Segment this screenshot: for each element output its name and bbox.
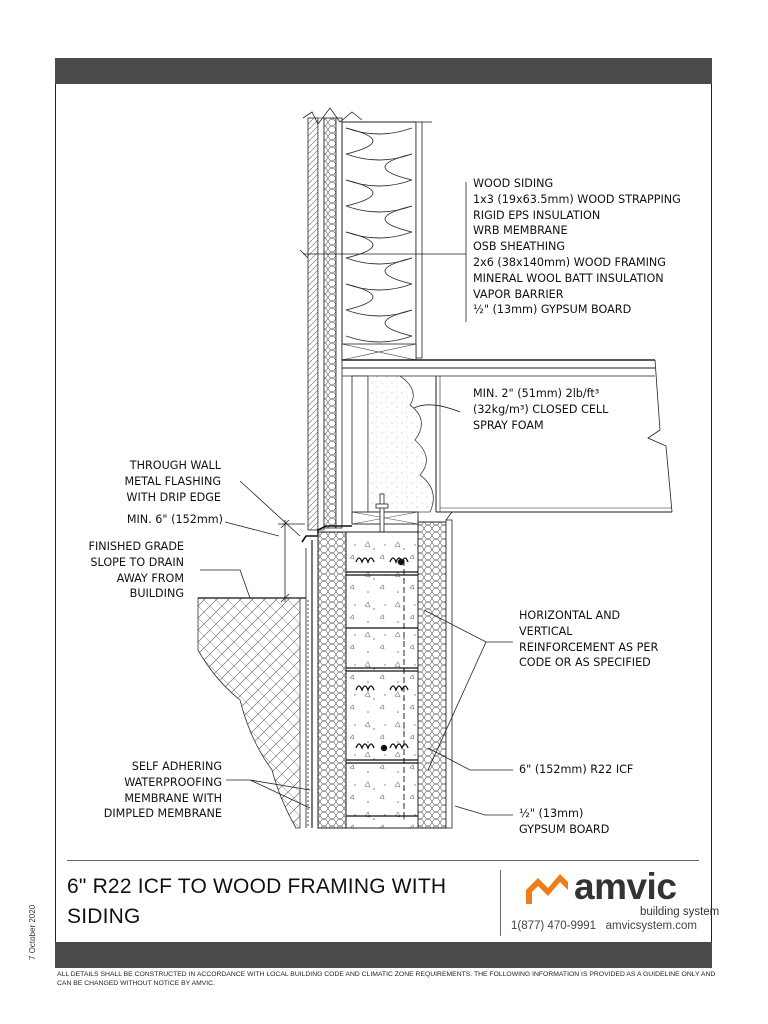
stud-cavity	[342, 122, 416, 358]
rebar-horizontal-1	[398, 559, 404, 565]
issue-date: 7 October 2020	[28, 904, 37, 960]
rebar-horizontal-2	[381, 745, 387, 751]
amvic-logo-icon	[524, 868, 570, 908]
sheet-footer-bar	[55, 942, 712, 968]
icf-inner-eps	[418, 522, 446, 828]
icf-concrete-core	[346, 532, 418, 828]
flashing-note: THROUGH WALL METAL FLASHING WITH DRIP EDGE	[124, 459, 221, 504]
rim-board	[352, 376, 368, 514]
waterproofing-note: SELF ADHERING WATERPROOFING MEMBRANE WITH DIMPLED MEMBRANE	[103, 760, 222, 821]
brand-logo-word: amvic	[574, 866, 677, 907]
brand-subtitle: building system	[640, 906, 720, 918]
title-block-divider	[500, 870, 501, 936]
wood-siding	[308, 118, 318, 530]
osb-sheathing	[336, 118, 342, 528]
rigid-eps	[324, 118, 336, 528]
spray-foam	[368, 376, 433, 512]
height-dimension	[278, 520, 305, 602]
grade-note: FINISHED GRADE SLOPE TO DRAIN AWAY FROM BUILDING	[88, 540, 184, 601]
drawing-title: 6" R22 ICF TO WOOD FRAMING WITH SIDING	[67, 875, 447, 928]
wall-layers-note: WOOD SIDING 1x3 (19x63.5mm) WOOD STRAPPING RIGID EPS INSULATION WRB MEMBRANE OSB SHEATHING 2x6 (38x140mm) WOOD FRAMING MINERAL WOOL BATT INSULATION VAPOR BARRIER ½" (13mm) GYPSUM BOARD	[473, 177, 681, 317]
icf-outer-eps	[318, 532, 346, 828]
strapping	[318, 118, 324, 530]
title-block-rule	[67, 860, 699, 861]
disclaimer-text: ALL DETAILS SHALL BE CONSTRUCTED IN ACCORDANCE WITH LOCAL BUILDING CODE AND CLIMATIC ZONE REQUIREMENTS. THE FOLLOWING INFORMATION IS PROVIDED AS A GUIDELINE ONLY AND CAN BE CHANGED WITHOUT NOTICE BY AMVIC.	[57, 971, 716, 987]
min-height-note: MIN. 6" (152mm)	[126, 513, 223, 526]
website-link[interactable]: amvicsystem.com	[605, 920, 698, 932]
gypsum-note: ½" (13mm) GYPSUM BOARD	[519, 807, 610, 836]
gypsum-board-upper	[416, 122, 422, 358]
reinforcement-note: HORIZONTAL AND VERTICAL REINFORCEMENT AS PER CODE OR AS SPECIFIED	[519, 609, 659, 670]
gypsum-board-lower	[446, 520, 452, 828]
contact-info	[511, 920, 697, 932]
spray-foam-note: MIN. 2" (51mm) 2lb/ft³ (32kg/m³) CLOSED CELL SPRAY FOAM	[473, 387, 609, 432]
phone-number: 1(877) 470-9991	[511, 920, 597, 932]
icf-note: 6" (152mm) R22 ICF	[519, 763, 634, 776]
